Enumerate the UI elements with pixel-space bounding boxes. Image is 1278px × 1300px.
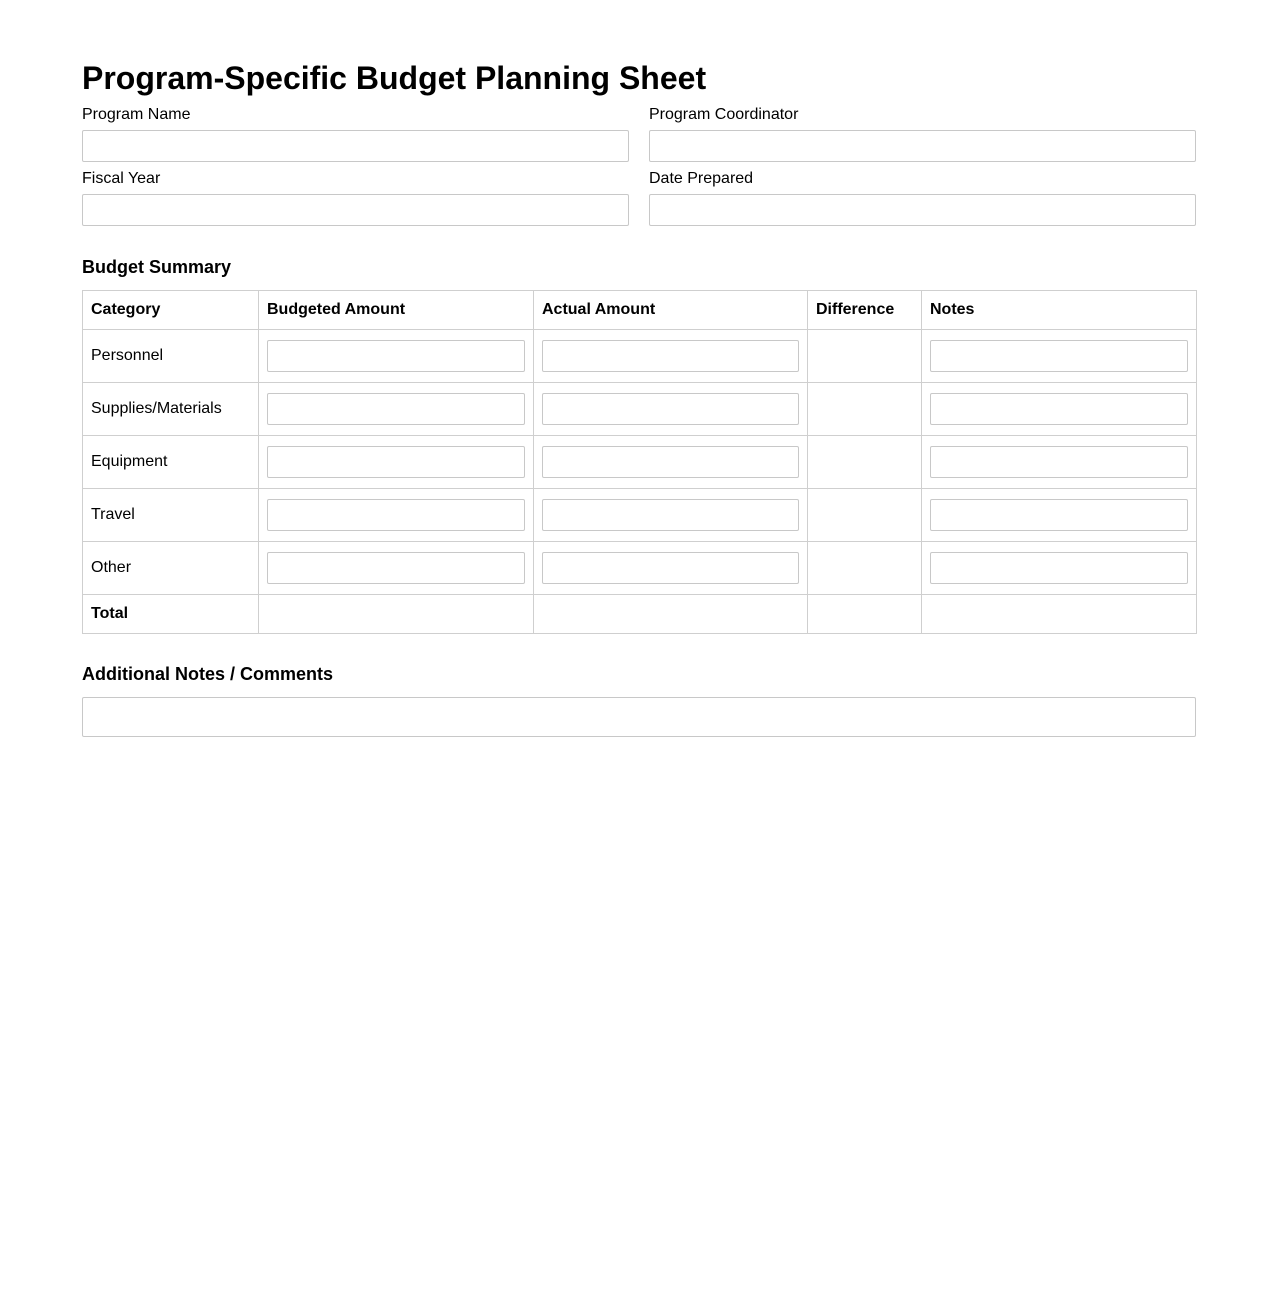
category-cell: Other	[83, 542, 259, 595]
program-coordinator-input[interactable]	[649, 130, 1196, 162]
actual-amount-input[interactable]	[542, 499, 799, 531]
difference-cell	[808, 436, 922, 489]
program-name-field	[82, 106, 629, 162]
column-header-budgeted-amount: Budgeted Amount	[259, 291, 534, 330]
actual-cell	[534, 383, 808, 436]
budgeted-cell	[259, 542, 534, 595]
budget-summary-table	[82, 290, 1197, 634]
date-prepared-input[interactable]	[649, 194, 1196, 226]
actual-cell	[534, 436, 808, 489]
budget-summary-heading: Budget Summary	[82, 257, 232, 277]
program-info-grid	[82, 106, 1196, 234]
notes-input[interactable]	[930, 446, 1188, 478]
budgeted-amount-input[interactable]	[267, 446, 525, 478]
table-row-total	[83, 595, 1197, 634]
category-cell: Equipment	[83, 436, 259, 489]
difference-cell	[808, 542, 922, 595]
table-row-supplies-materials	[83, 383, 1197, 436]
total-actual-cell	[534, 595, 808, 634]
program-name-label: Program Name	[82, 106, 191, 123]
notes-input[interactable]	[930, 552, 1188, 584]
additional-notes-heading: Additional Notes / Comments	[82, 664, 334, 684]
column-header-category: Category	[83, 291, 259, 330]
notes-input[interactable]	[930, 499, 1188, 531]
table-row-travel	[83, 489, 1197, 542]
actual-cell	[534, 330, 808, 383]
additional-notes-textarea[interactable]	[82, 697, 1196, 737]
notes-cell	[922, 436, 1197, 489]
difference-cell	[808, 489, 922, 542]
actual-amount-input[interactable]	[542, 446, 799, 478]
budgeted-cell	[259, 489, 534, 542]
budgeted-cell	[259, 330, 534, 383]
budgeted-amount-input[interactable]	[267, 393, 525, 425]
table-row-personnel	[83, 330, 1197, 383]
notes-cell	[922, 542, 1197, 595]
date-prepared-field	[649, 170, 1196, 226]
notes-input[interactable]	[930, 393, 1188, 425]
column-header-actual-amount: Actual Amount	[534, 291, 808, 330]
total-label: Total	[83, 595, 259, 634]
table-row-equipment	[83, 436, 1197, 489]
actual-amount-input[interactable]	[542, 552, 799, 584]
notes-cell	[922, 489, 1197, 542]
category-cell: Supplies/Materials	[83, 383, 259, 436]
table-header-row	[83, 291, 1197, 330]
date-prepared-label: Date Prepared	[649, 170, 754, 187]
notes-cell	[922, 383, 1197, 436]
budgeted-amount-input[interactable]	[267, 499, 525, 531]
table-row-other	[83, 542, 1197, 595]
actual-amount-input[interactable]	[542, 393, 799, 425]
difference-cell	[808, 330, 922, 383]
notes-cell	[922, 330, 1197, 383]
actual-cell	[534, 489, 808, 542]
total-notes-cell	[922, 595, 1197, 634]
fiscal-year-field	[82, 170, 629, 226]
page-title: Program-Specific Budget Planning Sheet	[82, 60, 707, 96]
difference-cell	[808, 383, 922, 436]
budgeted-amount-input[interactable]	[267, 552, 525, 584]
column-header-difference: Difference	[808, 291, 922, 330]
budgeted-amount-input[interactable]	[267, 340, 525, 372]
program-coordinator-field	[649, 106, 1196, 162]
budgeted-cell	[259, 436, 534, 489]
actual-amount-input[interactable]	[542, 340, 799, 372]
budgeted-cell	[259, 383, 534, 436]
fiscal-year-label: Fiscal Year	[82, 170, 161, 187]
fiscal-year-input[interactable]	[82, 194, 629, 226]
column-header-notes: Notes	[922, 291, 1197, 330]
category-cell: Travel	[83, 489, 259, 542]
program-name-input[interactable]	[82, 130, 629, 162]
total-difference-cell	[808, 595, 922, 634]
program-coordinator-label: Program Coordinator	[649, 106, 799, 123]
notes-input[interactable]	[930, 340, 1188, 372]
category-cell: Personnel	[83, 330, 259, 383]
actual-cell	[534, 542, 808, 595]
total-budgeted-cell	[259, 595, 534, 634]
